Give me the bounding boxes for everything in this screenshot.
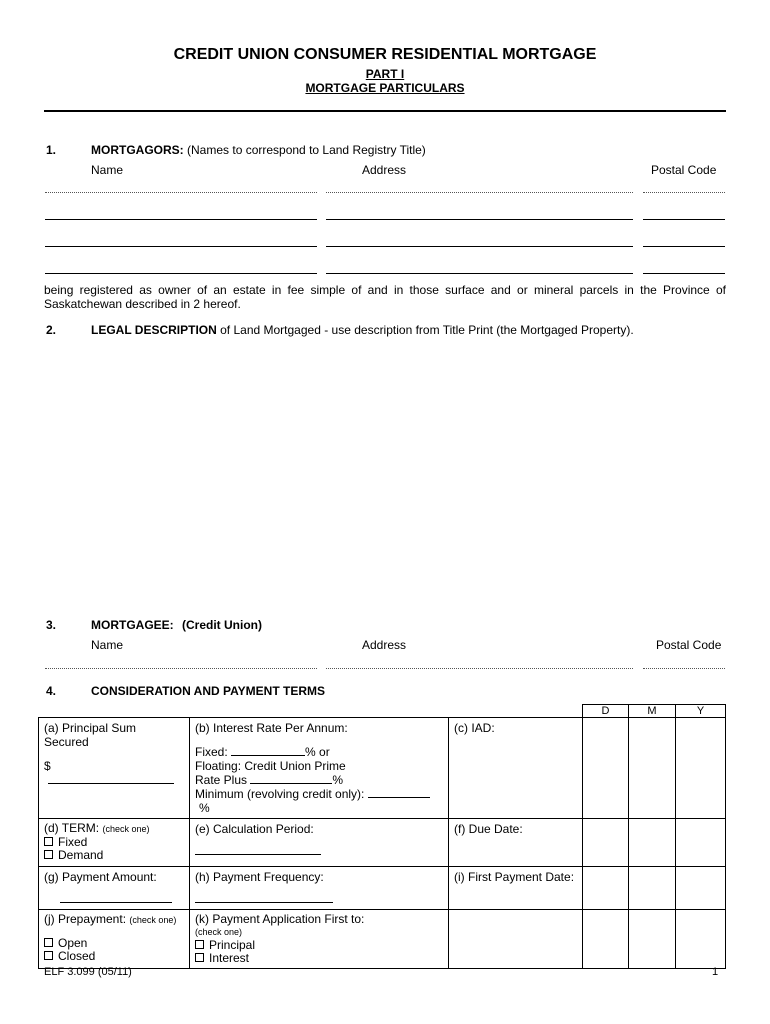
iad-day-cell[interactable] <box>583 718 629 819</box>
due-month-cell[interactable] <box>629 819 676 867</box>
header-rule <box>44 110 726 112</box>
section-1-label: MORTGAGORS: <box>91 143 184 157</box>
term-fixed-label: Fixed <box>58 835 88 849</box>
section-3-note: (Credit Union) <box>182 618 262 632</box>
terms-row-2 <box>39 819 726 867</box>
due-date-label: (f) Due Date: <box>454 822 523 836</box>
iad-cell <box>449 718 583 819</box>
rate-plus-field[interactable] <box>250 783 332 784</box>
application-principal-label: Principal <box>209 938 256 952</box>
term-demand-option[interactable] <box>44 849 184 862</box>
document-subtitle: MORTGAGE PARTICULARS <box>305 81 465 95</box>
due-date-cell <box>449 819 583 867</box>
document-title: CREDIT UNION CONSUMER RESIDENTIAL MORTGAGE <box>173 46 597 63</box>
section-2-text: of Land Mortgaged - use description from Title Print (the Mortgaged Property). <box>216 323 634 337</box>
section-4-label: CONSIDERATION AND PAYMENT TERMS <box>91 684 326 698</box>
payment-frequency-cell <box>190 867 449 910</box>
empty-cell <box>449 910 583 969</box>
mortgagor-postal-field[interactable] <box>643 192 725 193</box>
iad-year-cell[interactable] <box>676 718 726 819</box>
dollar-sign: $ <box>44 759 51 773</box>
section-2-label: LEGAL DESCRIPTION <box>91 323 217 337</box>
mortgagor-address-field[interactable] <box>326 273 633 274</box>
term-cell <box>39 819 190 867</box>
section-1-note: (Names to correspond to Land Registry Title) <box>187 143 426 157</box>
day-header: D <box>583 705 629 718</box>
principal-sum-field[interactable] <box>48 783 174 784</box>
empty-day-cell <box>583 910 629 969</box>
application-interest-label: Interest <box>209 951 250 965</box>
section-1-heading <box>91 143 426 157</box>
term-check-note: (check one) <box>102 824 150 834</box>
legal-description-area[interactable] <box>44 345 726 605</box>
ownership-paragraph: being registered as owner of an estate in fee simple of and in those surface and or mineral parcels in the Province of Saskatchewan described in 2 hereof. <box>44 283 726 311</box>
term-label: (d) TERM: <box>44 821 100 835</box>
section-3-number: 3. <box>46 618 57 632</box>
fixed-rate-suffix: % or <box>305 745 330 759</box>
iad-label: (c) IAD: <box>454 721 495 735</box>
first-payment-month-cell[interactable] <box>629 867 676 910</box>
prepayment-check-note: (check one) <box>129 915 177 925</box>
prepayment-closed-option[interactable] <box>44 950 184 963</box>
form-id: ELF 3.099 (05/11) <box>44 966 132 978</box>
fixed-rate-field[interactable] <box>231 755 305 756</box>
payment-frequency-label: (h) Payment Frequency: <box>195 870 324 884</box>
payment-amount-field[interactable] <box>60 902 172 903</box>
minimum-rate-label: Minimum (revolving credit only): <box>195 787 365 801</box>
mortgagee-postal-header: Postal Code <box>656 638 722 652</box>
first-payment-date-label: (i) First Payment Date: <box>454 870 575 884</box>
dmy-header-row <box>39 705 726 718</box>
mortgagor-name-field[interactable] <box>45 219 317 220</box>
mortgagor-address-field[interactable] <box>326 192 633 193</box>
terms-row-3 <box>39 867 726 910</box>
section-2-heading <box>91 323 634 337</box>
checkbox-icon[interactable] <box>44 951 53 960</box>
mortgagor-postal-field[interactable] <box>643 273 725 274</box>
section-2-number: 2. <box>46 323 57 337</box>
interest-rate-cell <box>190 718 449 819</box>
section-3-label: MORTGAGEE: <box>91 618 174 632</box>
payment-amount-label: (g) Payment Amount: <box>44 870 157 884</box>
page-number: 1 <box>712 966 719 978</box>
prepayment-cell <box>39 910 190 969</box>
prepayment-open-label: Open <box>58 936 88 950</box>
mortgagor-postal-field[interactable] <box>643 246 725 247</box>
rate-plus-suffix: % <box>332 773 344 787</box>
minimum-rate-suffix: % <box>199 801 210 815</box>
floating-rate-label: Floating: Credit Union Prime <box>195 759 346 773</box>
due-day-cell[interactable] <box>583 819 629 867</box>
prepayment-label: (j) Prepayment: <box>44 912 127 926</box>
year-header: Y <box>676 705 726 718</box>
payment-frequency-field[interactable] <box>195 902 333 903</box>
principal-sum-cell[interactable] <box>39 718 190 819</box>
terms-row-1 <box>39 718 726 819</box>
mortgagor-name-field[interactable] <box>45 246 317 247</box>
mortgagor-postal-field[interactable] <box>643 219 725 220</box>
payment-application-label: (k) Payment Application First to: <box>195 912 365 926</box>
minimum-rate-field[interactable] <box>368 797 430 798</box>
interest-rate-label: (b) Interest Rate Per Annum: <box>195 721 348 735</box>
first-payment-date-cell <box>449 867 583 910</box>
checkbox-icon[interactable] <box>44 850 53 859</box>
checkbox-icon[interactable] <box>195 940 204 949</box>
checkbox-icon[interactable] <box>44 938 53 947</box>
empty-year-cell <box>676 910 726 969</box>
payment-application-check-note: (check one) <box>195 927 243 937</box>
term-demand-label: Demand <box>58 848 104 862</box>
mortgagor-name-header: Name <box>91 163 124 177</box>
mortgagor-address-header: Address <box>362 163 407 177</box>
mortgagor-postal-header: Postal Code <box>651 163 717 177</box>
mortgagor-address-field[interactable] <box>326 219 633 220</box>
payment-terms-table <box>38 704 726 969</box>
mortgagee-name-header: Name <box>91 638 124 652</box>
rate-plus-label: Rate Plus <box>195 773 248 787</box>
month-header: M <box>629 705 676 718</box>
checkbox-icon[interactable] <box>44 837 53 846</box>
mortgagee-address-field[interactable] <box>326 668 633 669</box>
first-payment-day-cell[interactable] <box>583 867 629 910</box>
part-label: PART I <box>365 67 405 81</box>
calculation-period-field[interactable] <box>195 854 321 855</box>
section-4-number: 4. <box>46 684 57 698</box>
fixed-rate-label: Fixed: <box>195 745 228 759</box>
section-1-number: 1. <box>46 143 57 157</box>
first-payment-year-cell[interactable] <box>676 867 726 910</box>
mortgagor-name-field[interactable] <box>45 273 317 274</box>
payment-amount-cell <box>39 867 190 910</box>
empty-month-cell <box>629 910 676 969</box>
checkbox-icon[interactable] <box>195 953 204 962</box>
mortgagee-address-header: Address <box>362 638 407 652</box>
terms-row-4 <box>39 910 726 969</box>
calculation-period-cell <box>190 819 449 867</box>
calculation-period-label: (e) Calculation Period: <box>195 822 314 836</box>
principal-sum-label: (a) Principal Sum Secured <box>44 721 137 749</box>
iad-month-cell[interactable] <box>629 718 676 819</box>
prepayment-closed-label: Closed <box>58 949 96 963</box>
application-interest-option[interactable] <box>195 952 443 965</box>
payment-application-cell <box>190 910 449 969</box>
mortgagee-postal-field[interactable] <box>643 668 725 669</box>
due-year-cell[interactable] <box>676 819 726 867</box>
mortgagor-name-field[interactable] <box>45 192 317 193</box>
mortgagee-name-field[interactable] <box>45 668 317 669</box>
mortgagor-address-field[interactable] <box>326 246 633 247</box>
